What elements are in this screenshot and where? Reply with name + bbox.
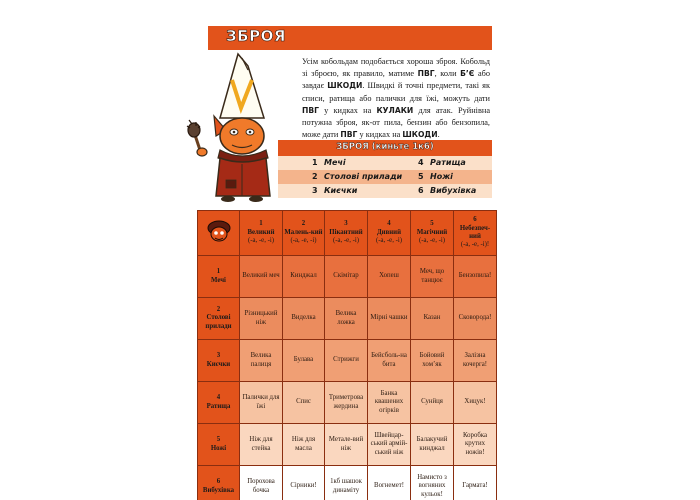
grid-row bbox=[198, 256, 497, 298]
grid-cell: Скімітар bbox=[325, 256, 368, 298]
grid-cell: Сунйця bbox=[411, 382, 454, 424]
grid-cell: Ніж для стейка bbox=[240, 424, 283, 466]
keyword-shkody: ШКОДИ bbox=[327, 81, 363, 91]
grid-cell: Велика ложка bbox=[325, 298, 368, 340]
grid-cell: Хопеш bbox=[368, 256, 411, 298]
kobold-head bbox=[220, 118, 264, 154]
grid-cell: Вогнемет! bbox=[368, 466, 411, 500]
grid-cell: Спис bbox=[283, 382, 325, 424]
grid-row bbox=[198, 424, 497, 466]
grid-row-header: 5 Ножі bbox=[198, 424, 240, 466]
grid-cell: Велика палиця bbox=[240, 340, 283, 382]
grid-column-header: 2 Малень-кий (-а, -е, -і) bbox=[283, 211, 325, 256]
grid-cell: Булава bbox=[283, 340, 325, 382]
grid-cell: Хицук! bbox=[454, 382, 497, 424]
grid-row-header: 1 Мечі bbox=[198, 256, 240, 298]
keyword-shkody: ШКОДИ bbox=[402, 130, 438, 140]
grid-column-header: 6 Небезпеч-ний (-а, -е, -і)! bbox=[454, 211, 497, 256]
grid-cell: Палички для їжі bbox=[240, 382, 283, 424]
keyword-pvg: ПВГ bbox=[340, 130, 358, 140]
grid-cell: Сковорода! bbox=[454, 298, 497, 340]
grid-cell: Коробка крутих ножів! bbox=[454, 424, 497, 466]
grid-column-header: 4 Дивний (-а, -е, -і) bbox=[368, 211, 411, 256]
kobold-face-icon bbox=[204, 216, 234, 246]
grid-cell: Гармата! bbox=[454, 466, 497, 500]
grid-cell: Бензопила! bbox=[454, 256, 497, 298]
roll-table-row: 3 Києчки 6 Вибухівка bbox=[278, 184, 492, 198]
kobold-robe bbox=[216, 158, 270, 196]
grid-cell: Сірники! bbox=[283, 466, 325, 500]
grid-row-header: 3 Києчки bbox=[198, 340, 240, 382]
weapon-grid-table bbox=[197, 210, 497, 500]
grid-cell: Ніж для масла bbox=[283, 424, 325, 466]
grid-column-header: 1 Великий (-а, -е, -і) bbox=[240, 211, 283, 256]
section-title: ЗБРОЯ bbox=[226, 27, 286, 45]
grid-cell: Намисто з вогняних кульок! bbox=[411, 466, 454, 500]
grid-row-header: 4 Ратища bbox=[198, 382, 240, 424]
weapon-roll-table bbox=[278, 140, 492, 198]
grid-cell: Великий меч bbox=[240, 256, 283, 298]
grid-cell: Порохова бочка bbox=[240, 466, 283, 500]
grid-header-row bbox=[198, 211, 497, 256]
grid-row bbox=[198, 382, 497, 424]
grid-cell: Метале-вий ніж bbox=[325, 424, 368, 466]
keyword-pvg: ПВГ bbox=[417, 69, 435, 79]
grid-cell: Бейсболь-на бита bbox=[368, 340, 411, 382]
kobold-bishop-illustration bbox=[186, 46, 286, 206]
grid-corner bbox=[198, 211, 240, 256]
grid-cell: Швейцар-ський армій-ський ніж bbox=[368, 424, 411, 466]
keyword-bye: Б’Є bbox=[460, 69, 475, 79]
grid-cell: Мірні чашки bbox=[368, 298, 411, 340]
roll-table-row: 1 Мечі 4 Ратища bbox=[278, 156, 492, 170]
grid-column-header: 5 Магічний (-а, -е, -і) bbox=[411, 211, 454, 256]
grid-cell: Стрижги bbox=[325, 340, 368, 382]
keyword-kulaky: КУЛАКИ bbox=[376, 105, 414, 115]
grid-cell: Меч, що танцює bbox=[411, 256, 454, 298]
grid-cell: Банка квашених огірків bbox=[368, 382, 411, 424]
roll-table-title: ЗБРОЯ (киньте 1к6) bbox=[336, 142, 434, 152]
grid-cell: 1кб шашок динаміту bbox=[325, 466, 368, 500]
grid-cell: Різницький ніж bbox=[240, 298, 283, 340]
grid-column-header: 3 Пікантний (-а, -е, -і) bbox=[325, 211, 368, 256]
grid-cell: Триметрова жердина bbox=[325, 382, 368, 424]
grid-cell: Казан bbox=[411, 298, 454, 340]
grid-row bbox=[198, 340, 497, 382]
grid-cell: Виделка bbox=[283, 298, 325, 340]
grid-cell: Кинджал bbox=[283, 256, 325, 298]
roll-table-row: 2 Столові прилади 5 Ножі bbox=[278, 170, 492, 184]
grid-row bbox=[198, 298, 497, 340]
grid-cell: Залізна кочерга! bbox=[454, 340, 497, 382]
grid-row-header: 2 Столові прилади bbox=[198, 298, 240, 340]
grid-cell: Бойовий хом’як bbox=[411, 340, 454, 382]
keyword-pvg: ПВГ bbox=[302, 105, 319, 115]
grid-cell: Балакучий кинджал bbox=[411, 424, 454, 466]
grid-row-header: 6 Вибухівка bbox=[198, 466, 240, 500]
intro-paragraph: Усім кобольдам подобається хороша зброя. Кобольд зі зброєю, як правило, матиме ПВГ, коли Б’Є або завдає ШКОДИ. Швидкі й точні предмети, такі як списи, ратища або палички для їжі, можуть дати ПВГ у кидках на КУЛАКИ для атак. Руйнівна потужна зброя, як-от пила, бензин або бензопила, може дати ПВГ у кидках на ШКОДИ. bbox=[302, 57, 491, 140]
grid-row bbox=[198, 466, 497, 500]
roll-table-header bbox=[278, 140, 492, 156]
